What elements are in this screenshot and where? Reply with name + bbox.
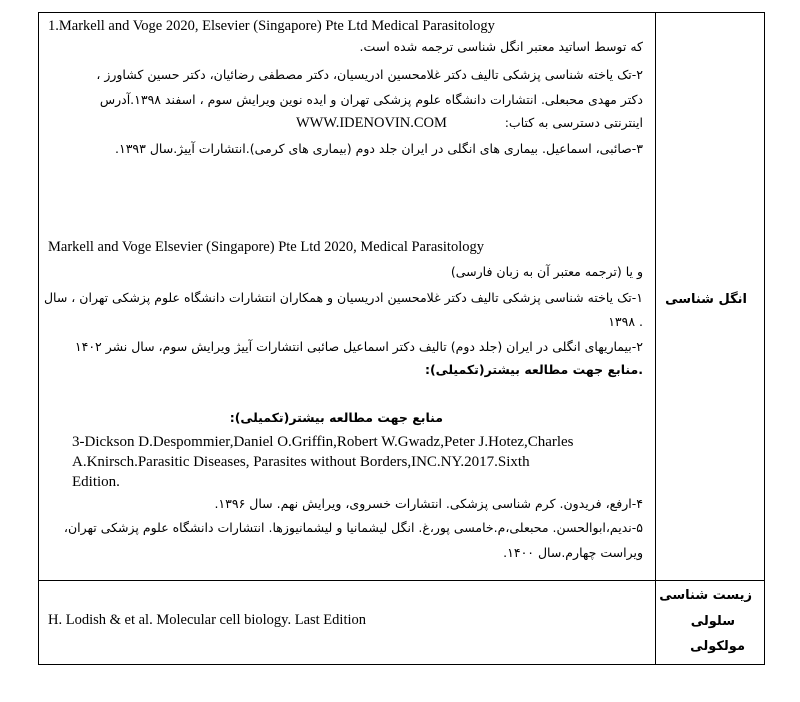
reference-line: و یا (ترجمه معتبر آن به زبان فارسی) [450,264,643,279]
reference-line: ۴-ارفع، فریدون. کرم شناسی پزشکی. انتشارات خسروی، ویرایش نهم. سال ۱۳۹۶. [214,496,643,511]
subject-label: انگل شناسی [665,292,747,307]
subject-cell-parasitology [656,13,764,580]
subject-label: زیست شناسی [659,588,752,603]
reference-line: ویراست چهارم.سال ۱۴۰۰. [503,545,643,560]
references-cell-parasitology [39,13,655,580]
references-cell-cell-biology [39,580,655,664]
reference-line: ۵-ندیم،ابوالحسن. محبعلی،م.خامسی پور،غ. انگل لیشمانیا و لیشمانیوزها. انتشارات دانشگاه علوم پزشکی تهران، [63,520,643,535]
reference-line: که توسط اساتید معتبر انگل شناسی ترجمه شده است. [359,39,643,54]
reference-line: H. Lodish & et al. Molecular cell biology. Last Edition [48,612,366,628]
reference-line: Markell and Voge Elsevier (Singapore) Pte Ltd 2020, Medical Parasitology [48,239,484,255]
reference-line: Edition. [72,474,120,490]
reference-line: 1.Markell and Voge 2020, Elsevier (Singapore) Pte Ltd Medical Parasitology [48,18,495,34]
reference-line: ۳-صائبی، اسماعیل. بیماری های انگلی در ایران جلد دوم (بیماری های کرمی).انتشارات آییژ.سال ۱۳۹۳. [115,141,643,156]
reference-line: دکتر مهدی محبعلی. انتشارات دانشگاه علوم پزشکی تهران و ایده نوین ویرایش سوم ، اسفند ۱۳۹۸.آدرس [99,92,643,107]
subject-label: سلولی [690,614,735,629]
website-url: WWW.IDENOVIN.COM [296,115,447,131]
references-table [38,12,765,665]
table-row-cell-biology [39,580,764,664]
reference-line: اینترنتی دسترسی به کتاب: [504,115,643,130]
reference-heading: .منابع جهت مطالعه بیشتر(تکمیلی): [424,362,643,377]
reference-line: A.Knirsch.Parasitic Diseases, Parasites without Borders,INC.NY.2017.Sixth [72,454,530,470]
subject-cell-cell-biology [656,580,764,664]
reference-heading: منابع جهت مطالعه بیشتر(تکمیلی): [229,410,443,425]
reference-line: 3-Dickson D.Despommier,Daniel O.Griffin,Robert W.Gwadz,Peter J.Hotez,Charles [72,434,574,450]
reference-line: ۲-بیماریهای انگلی در ایران (جلد دوم) تالیف دکتر اسماعیل صائبی انتشارات آییژ ویرایش سوم، سال نشر ۱۴۰۲ [74,339,643,354]
reference-line: ۲-تک یاخته شناسی پزشکی تالیف دکتر غلامحسین ادریسیان، دکتر مصطفی رضائیان، دکتر حسین کشاورز ، [96,67,643,82]
table-row-parasitology [39,13,764,581]
reference-line: ۱-تک یاخته شناسی پزشکی تالیف دکتر غلامحسین ادریسیان و همکاران انتشارات دانشگاه علوم پزشکی تهران ، سال [43,290,643,305]
subject-label: مولکولی [690,639,745,654]
reference-line: ۱۳۹۸ . [608,314,643,329]
